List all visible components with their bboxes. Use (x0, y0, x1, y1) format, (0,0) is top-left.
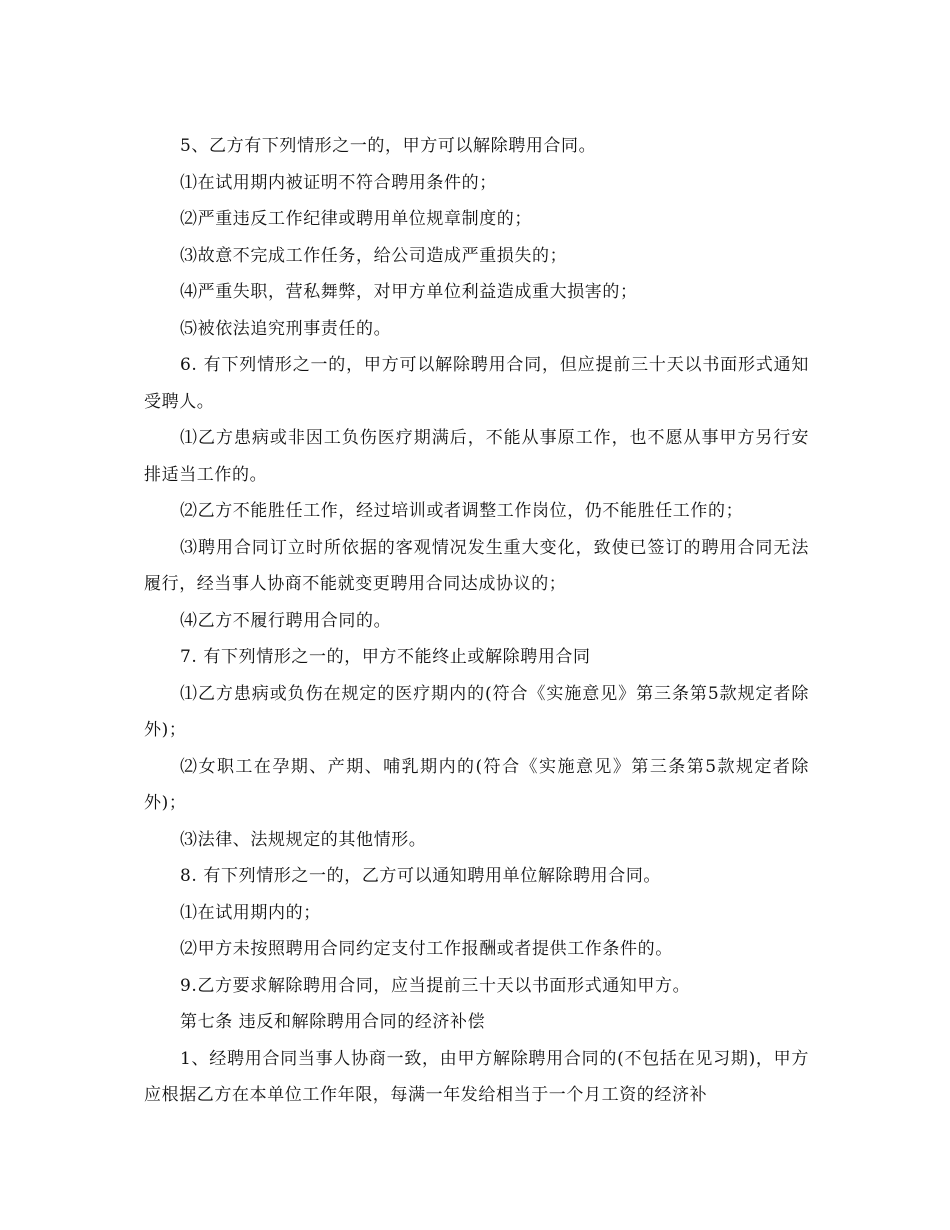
paragraph-5-item-3: ⑶故意不完成工作任务，给公司造成严重损失的； (180, 245, 568, 266)
paragraph-5-item-5: ⑸被依法追究刑事责任的。 (180, 318, 392, 339)
paragraph-clause-5: 5、乙方有下列情形之一的，甲方可以解除聘用合同。 (180, 136, 597, 156)
section-heading-article-7: 第七条 违反和解除聘用合同的经济补偿 (180, 1012, 486, 1032)
paragraph-6-item-3: ⑶聘用合同订立时所依据的客观情况发生重大变化，致使已签订的聘用合同无法履行，经当事人协商不能就变更聘用合同达成协议的； (144, 537, 809, 594)
paragraph-6-item-1: ⑴乙方患病或非因工负伤医疗期满后，不能从事原工作，也不愿从事甲方另行安排适当工作的。 (144, 428, 809, 485)
paragraph-6-item-4: ⑷乙方不履行聘用合同的。 (180, 610, 392, 631)
paragraph-8-item-2: ⑵甲方未按照聘用合同约定支付工作报酬或者提供工作条件的。 (180, 939, 673, 959)
paragraph-5-item-1: ⑴在试用期内被证明不符合聘用条件的； (180, 172, 497, 193)
paragraph-7-item-1: ⑴乙方患病或负伤在规定的医疗期内的(符合《实施意见》第三条第5款规定者除外)； (144, 683, 809, 740)
paragraph-8-item-1: ⑴在试用期内的； (180, 902, 321, 923)
paragraph-7-item-3: ⑶法律、法规规定的其他情形。 (180, 829, 427, 850)
paragraph-article-7-item-1: 1、经聘用合同当事人协商一致，由甲方解除聘用合同的(不包括在见习期)，甲方应根据乙方在本单位工作年限，每满一年发给相当于一个月工资的经济补 (144, 1048, 809, 1105)
paragraph-6-item-2: ⑵乙方不能胜任工作，经过培训或者调整工作岗位，仍不能胜任工作的； (180, 501, 744, 521)
paragraph-5-item-4: ⑷严重失职，营私舞弊，对甲方单位利益造成重大损害的； (180, 282, 638, 302)
paragraph-clause-7: 7. 有下列情形之一的，甲方不能终止或解除聘用合同 (180, 647, 591, 667)
paragraph-clause-8: 8. 有下列情形之一的，乙方可以通知聘用单位解除聘用合同。 (180, 866, 662, 886)
paragraph-7-item-2: ⑵女职工在孕期、产期、哺乳期内的(符合《实施意见》第三条第5款规定者除外)； (144, 756, 809, 813)
paragraph-clause-9: 9.乙方要求解除聘用合同，应当提前三十天以书面形式通知甲方。 (180, 975, 691, 996)
document-page (144, 128, 809, 1114)
paragraph-clause-6: 6. 有下列情形之一的，甲方可以解除聘用合同，但应提前三十天以书面形式通知受聘人。 (144, 355, 809, 412)
paragraph-5-item-2: ⑵严重违反工作纪律或聘用单位规章制度的； (180, 209, 532, 229)
